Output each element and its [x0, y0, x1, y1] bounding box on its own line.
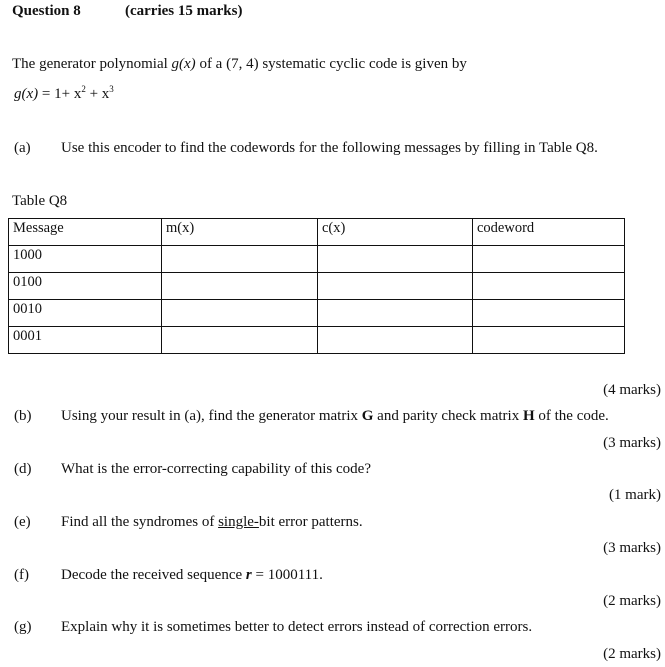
part-e-label: (e) — [14, 514, 31, 530]
matrix-h: H — [522, 408, 535, 424]
table-row — [9, 300, 625, 327]
table-cell-cx[interactable] — [318, 327, 473, 354]
matrix-g: G — [361, 408, 374, 424]
part-g-label: (g) — [14, 619, 32, 635]
intro-suffix: of a (7, 4) systematic cyclic code is given by — [195, 56, 467, 72]
part-a-text: Use this encoder to find the codewords for the following messages by filling in Table Q8. — [61, 140, 598, 156]
generator-polynomial — [14, 86, 114, 103]
table-cell-cx[interactable] — [318, 300, 473, 327]
intro-prefix: The generator polynomial — [12, 56, 172, 72]
marks-g: (2 marks) — [603, 646, 661, 662]
table-cell-codeword[interactable] — [473, 300, 625, 327]
marks-a: (4 marks) — [603, 382, 661, 398]
table-cell-cx[interactable] — [318, 246, 473, 273]
intro-line — [12, 56, 467, 73]
intro-gx: g(x) — [171, 56, 196, 72]
part-b-label: (b) — [14, 408, 32, 424]
table-cell-message: 0100 — [9, 273, 162, 300]
part-f-text — [61, 567, 323, 584]
table-cell-mx[interactable] — [162, 300, 318, 327]
received-var: r — [245, 567, 252, 583]
table-cell-message: 1000 — [9, 246, 162, 273]
header-mx: m(x) — [162, 219, 318, 246]
part-f-text-pre: Decode the received sequence — [61, 567, 246, 583]
table-row — [9, 246, 625, 273]
marks-d: (1 mark) — [608, 487, 661, 503]
part-b-text-post: of the code. — [534, 408, 609, 424]
part-d-label: (d) — [14, 461, 32, 477]
part-a-label: (a) — [14, 140, 31, 156]
poly-mid: + x — [85, 86, 110, 102]
table-cell-message: 0001 — [9, 327, 162, 354]
table-cell-mx[interactable] — [162, 246, 318, 273]
part-g-text: Explain why it is sometimes better to detect errors instead of correction errors. — [61, 619, 533, 635]
table-q8 — [8, 218, 625, 354]
header-cx: c(x) — [318, 219, 473, 246]
table-cell-codeword[interactable] — [473, 327, 625, 354]
table-caption: Table Q8 — [12, 193, 68, 209]
table-row — [9, 273, 625, 300]
table-row — [9, 327, 625, 354]
part-e-text-underlined: single- — [218, 514, 259, 530]
table-cell-mx[interactable] — [162, 273, 318, 300]
marks-f: (2 marks) — [603, 593, 661, 609]
part-b-text-mid: and parity check matrix — [373, 408, 523, 424]
part-e-text — [61, 514, 363, 531]
question-title: Question 8 — [12, 3, 81, 19]
part-b-text — [61, 408, 609, 425]
poly-sup1: 2 — [81, 84, 86, 94]
part-d-text: What is the error-correcting capability of this code? — [61, 461, 371, 477]
marks-e: (3 marks) — [603, 540, 661, 556]
part-f-text-post: = 1000111. — [251, 567, 323, 583]
part-b-text-pre: Using your result in (a), find the generator matrix — [61, 408, 362, 424]
part-e-text-post: bit error patterns. — [258, 514, 363, 530]
marks-b: (3 marks) — [603, 435, 661, 451]
table-cell-codeword[interactable] — [473, 246, 625, 273]
poly-eq: = 1+ x — [38, 86, 82, 102]
table-header-row — [9, 219, 625, 246]
part-e-text-pre: Find all the syndromes of — [61, 514, 219, 530]
question-marks: (carries 15 marks) — [125, 3, 243, 19]
part-f-label: (f) — [14, 567, 29, 583]
header-message: Message — [9, 219, 162, 246]
table-cell-codeword[interactable] — [473, 273, 625, 300]
table-cell-message: 0010 — [9, 300, 162, 327]
poly-sup2: 3 — [109, 84, 114, 94]
header-codeword: codeword — [473, 219, 625, 246]
poly-lhs: g(x) — [14, 86, 39, 102]
table-cell-cx[interactable] — [318, 273, 473, 300]
table-cell-mx[interactable] — [162, 327, 318, 354]
